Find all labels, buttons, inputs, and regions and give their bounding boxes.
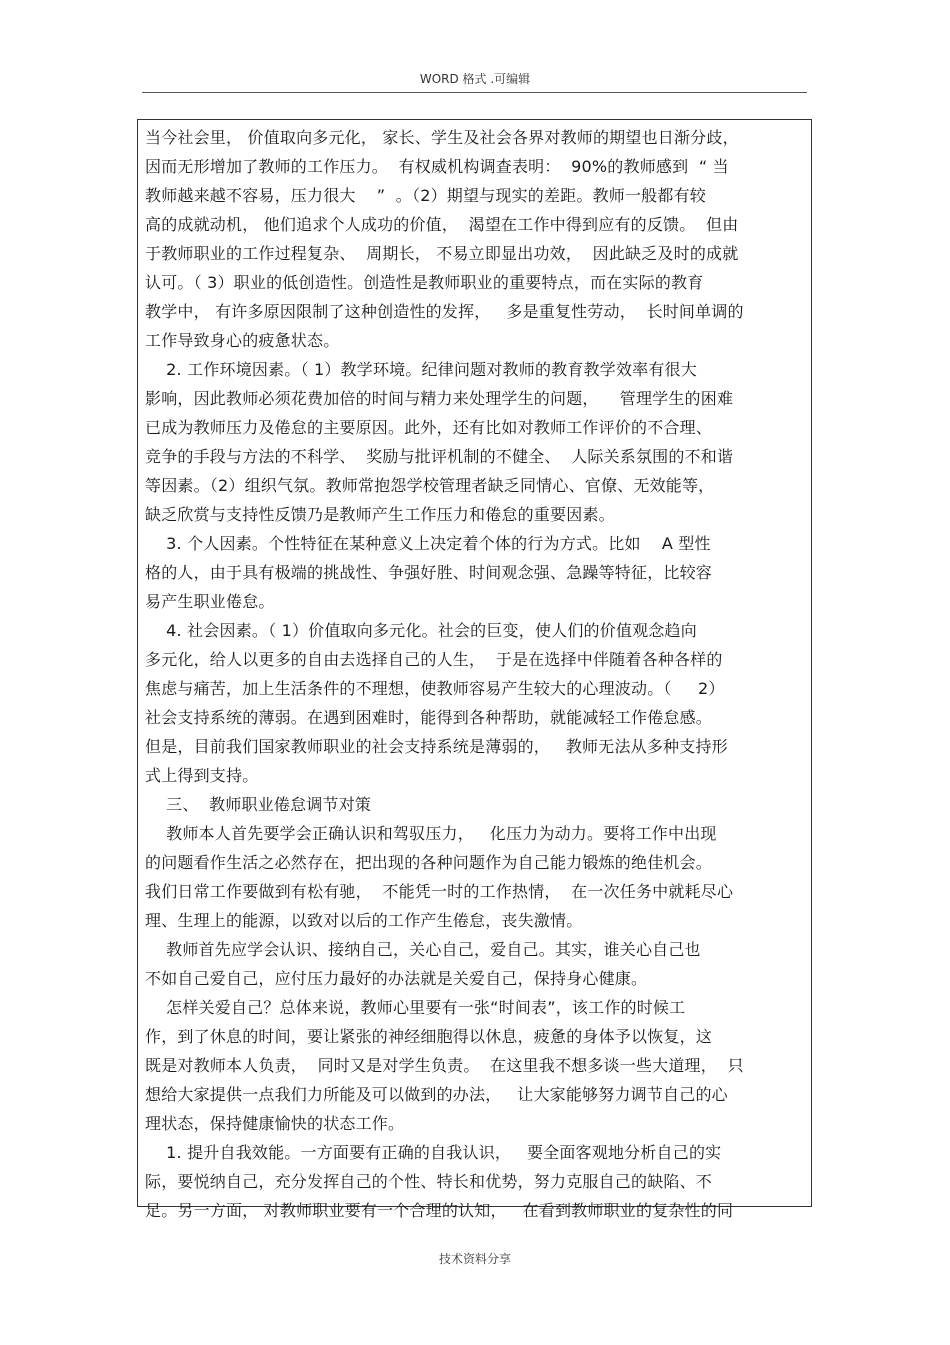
text-line: 的问题看作生活之必然存在，把出现的各种问题作为自己能力锻炼的绝佳机会。 xyxy=(145,853,713,872)
text-line: 焦虑与痛苦，加上生活条件的不理想，使教师容易产生较大的心理波动。（ 2） xyxy=(145,679,725,698)
text-line: 式上得到支持。 xyxy=(145,766,259,785)
text-line: 3. 个人因素。个性特征在某种意义上决定着个体的行为方式。比如 A 型性 xyxy=(145,534,711,553)
text-line: 际，要悦纳自己，充分发挥自己的个性、特长和优势，努力克服自己的缺陷、不 xyxy=(145,1172,713,1191)
text-line: 社会支持系统的薄弱。在遇到困难时，能得到各种帮助，就能减轻工作倦怠感。 xyxy=(145,708,713,727)
text-line: 于教师职业的工作过程复杂、 周期长， 不易立即显出功效， 因此缺乏及时的成就 xyxy=(145,244,739,263)
text-line: 怎样关爱自己？总体来说，教师心里要有一张“时间表”，该工作的时候工 xyxy=(145,998,686,1017)
text-line: 但是，目前我们国家教师职业的社会支持系统是薄弱的， 教师无法从多种支持形 xyxy=(145,737,728,756)
text-line: 既是对教师本人负责， 同时又是对学生负责。 在这里我不想多谈一些大道理， 只 xyxy=(145,1056,744,1075)
text-line: 已成为教师压力及倦怠的主要原因。此外，还有比如对教师工作评价的不合理、 xyxy=(145,418,713,437)
text-line: 理、生理上的能源，以致对以后的工作产生倦怠，丧失激情。 xyxy=(145,911,583,930)
text-line: 教师本人首先要学会正确认识和驾驭压力， 化压力为动力。要将工作中出现 xyxy=(145,824,717,843)
text-line: 想给大家提供一点我们力所能及可以做到的办法， 让大家能够努力调节自己的心 xyxy=(145,1085,728,1104)
text-line: 2. 工作环境因素。（ 1）教学环境。纪律问题对教师的教育教学效率有很大 xyxy=(145,360,697,379)
text-line: 4. 社会因素。（ 1）价值取向多元化。社会的巨变，使人们的价值观念趋向 xyxy=(145,621,697,640)
body-text xyxy=(145,123,807,1225)
text-line: 易产生职业倦怠。 xyxy=(145,592,275,611)
text-line: 影响，因此教师必须花费加倍的时间与精力来处理学生的问题， 管理学生的困难 xyxy=(145,389,734,408)
text-line: 1. 提升自我效能。一方面要有正确的自我认识， 要全面客观地分析自己的实 xyxy=(145,1143,722,1162)
text-line: 三、 教师职业倦怠调节对策 xyxy=(145,795,372,814)
text-line: 因而无形增加了教师的工作压力。 有权威机构调查表明： 90%的教师感到 “ 当 xyxy=(145,157,729,176)
text-line: 认可。（ 3）职业的低创造性。创造性是教师职业的重要特点，而在实际的教育 xyxy=(145,273,704,292)
text-line: 多元化，给人以更多的自由去选择自己的人生， 于是在选择中伴随着各种各样的 xyxy=(145,650,723,669)
text-line: 理状态，保持健康愉快的状态工作。 xyxy=(145,1114,405,1133)
text-line: 格的人，由于具有极端的挑战性、争强好胜、时间观念强、急躁等特征，比较容 xyxy=(145,563,713,582)
text-line: 高的成就动机， 他们追求个人成功的价值， 渴望在工作中得到应有的反馈。 但由 xyxy=(145,215,739,234)
text-line: 工作导致身心的疲惫状态。 xyxy=(145,331,340,350)
content-frame xyxy=(137,119,812,1220)
text-line: 教师首先应学会认识、接纳自己，关心自己，爱自己。其实，谁关心自己也 xyxy=(145,940,701,959)
text-line: 缺乏欣赏与支持性反馈乃是教师产生工作压力和倦怠的重要因素。 xyxy=(145,505,615,524)
text-line: 我们日常工作要做到有松有驰， 不能凭一时的工作热情， 在一次任务中就耗尽心 xyxy=(145,882,734,901)
text-line: 不如自己爱自己，应付压力最好的办法就是关爱自己，保持身心健康。 xyxy=(145,969,648,988)
text-line: 竞争的手段与方法的不科学、 奖励与批评机制的不健全、 人际关系氛围的不和谐 xyxy=(145,447,734,466)
page-header: WORD 格式 .可编辑 xyxy=(419,72,531,86)
text-line: 当今社会里， 价值取向多元化， 家长、学生及社会各界对教师的期望也日渐分歧， xyxy=(145,128,739,147)
text-line: 教师越来越不容易，压力很大 ” 。（2）期望与现实的差距。教师一般都有较 xyxy=(145,186,706,205)
text-line: 足。另一方面， 对教师职业要有一个合理的认知， 在看到教师职业的复杂性的同 xyxy=(145,1201,734,1220)
text-line: 等因素。（2）组织气氛。教师常抱怨学校管理者缺乏同情心、官僚、无效能等， xyxy=(145,476,715,495)
header-rule xyxy=(142,92,807,93)
page-footer: 技术资料分享 xyxy=(438,1252,511,1266)
text-line: 作，到了休息的时间，要让紧张的神经细胞得以休息，疲惫的身体予以恢复，这 xyxy=(145,1027,713,1046)
text-line: 教学中， 有许多原因限制了这种创造性的发挥， 多是重复性劳动， 长时间单调的 xyxy=(145,302,744,321)
